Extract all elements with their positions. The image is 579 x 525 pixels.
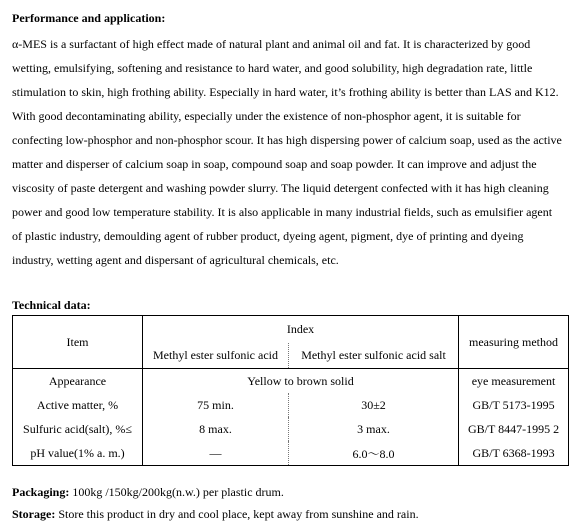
packaging-text: 100kg /150kg/200kg(n.w.) per plastic drum.: [69, 485, 284, 499]
performance-paragraph: [12, 32, 568, 272]
paragraph-line: With good decontaminating ability, especially under the existence of non-phosphor agent, it is suitable for: [12, 109, 521, 123]
performance-heading: Performance and application:: [12, 11, 166, 25]
header-acid: Methyl ester sulfonic acid: [143, 343, 289, 369]
row-method: eye measurement: [459, 369, 569, 394]
row-item: Appearance: [13, 369, 143, 394]
storage-line: [12, 507, 419, 522]
table-row: [13, 441, 569, 466]
table-row: [13, 369, 569, 394]
table-row: [13, 393, 569, 417]
header-salt: Methyl ester sulfonic acid salt: [289, 343, 459, 369]
paragraph-line: wetting, emulsifying, softening and resistance to hard water, and good solubility, high degradation rate, little: [12, 61, 533, 75]
row-item: pH value(1% a. m.): [13, 441, 143, 466]
header-index: Index: [143, 316, 459, 344]
paragraph-line: matter and disperser of calcium soap in soap, compound soap and soap powder. It can improve and adjust the: [12, 157, 537, 171]
paragraph-line: industry, wetting agent and dispersant of agricultural chemicals, etc.: [12, 253, 339, 267]
row-value-salt: 6.0～8.0: [289, 441, 459, 466]
row-method: GB/T 8447-1995 2: [459, 417, 569, 441]
paragraph-line: viscosity of paste detergent and washing powder slurry. The liquid detergent confected with it has high cleaning: [12, 181, 549, 195]
paragraph-line: confecting low-phosphor and non-phosphor scour. It has high dispersing power of calcium soap, used as the active: [12, 133, 562, 147]
storage-label: Storage:: [12, 507, 56, 521]
row-method: GB/T 5173-1995: [459, 393, 569, 417]
row-value-salt: 3 max.: [289, 417, 459, 441]
row-value-salt: 30±2: [289, 393, 459, 417]
row-value-merged: Yellow to brown solid: [143, 369, 459, 394]
table-row: [13, 417, 569, 441]
row-value-acid: 8 max.: [143, 417, 289, 441]
technical-data-table: [12, 315, 569, 466]
technical-heading: Technical data:: [12, 298, 91, 312]
paragraph-line: of plastic industry, demoulding agent of rubber product, dyeing agent, pigment, dye of printing and dyeing: [12, 229, 524, 243]
paragraph-line: α-MES is a surfactant of high effect made of natural plant and animal oil and fat. It is characterized by good: [12, 37, 531, 51]
header-item: Item: [13, 316, 143, 369]
storage-text: Store this product in dry and cool place, kept away from sunshine and rain.: [55, 507, 419, 521]
row-method: GB/T 6368-1993: [459, 441, 569, 466]
paragraph-line: power and good low temperature stability. It is also applicable in many industrial fields, such as emulsifier agent: [12, 205, 553, 219]
packaging-line: [12, 485, 284, 500]
row-item: Active matter, %: [13, 393, 143, 417]
row-item: Sulfuric acid(salt), %≤: [13, 417, 143, 441]
row-value-acid: 75 min.: [143, 393, 289, 417]
paragraph-line: stimulation to skin, high frothing ability. Especially in hard water, it’s frothing ability is better than LAS and K12.: [12, 85, 559, 99]
header-measuring-method: measuring method: [459, 316, 569, 369]
packaging-label: Packaging:: [12, 485, 70, 499]
row-value-acid: —: [143, 441, 289, 466]
